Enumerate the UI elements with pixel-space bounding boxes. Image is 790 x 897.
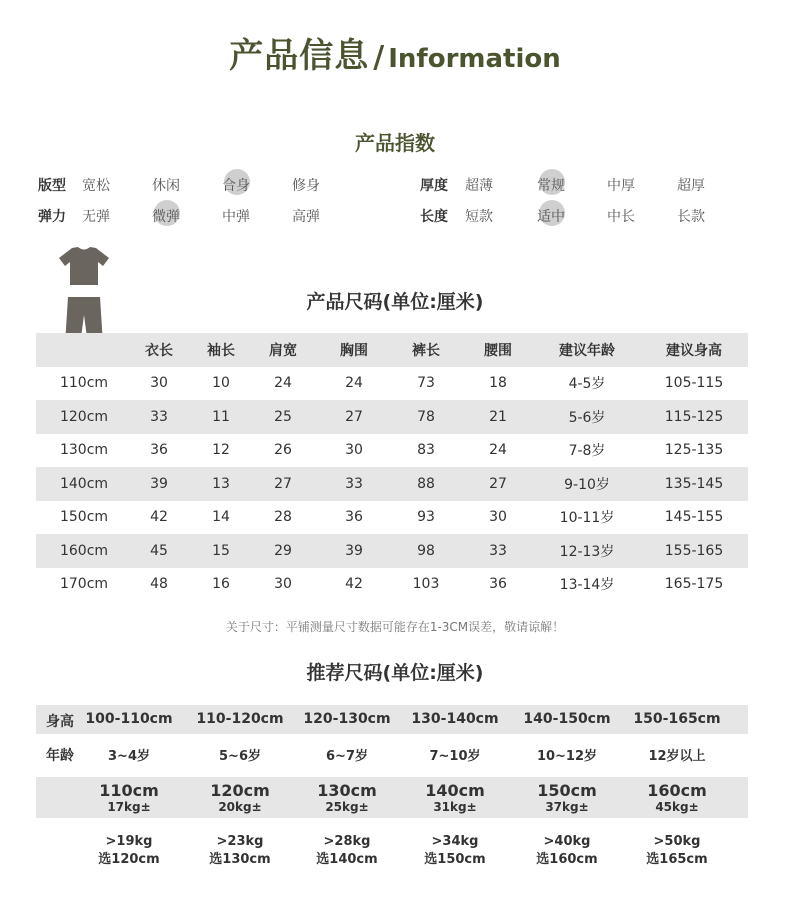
upgrade-weight-cell: >40kg [543, 834, 591, 849]
size-cell: 140cm [425, 781, 485, 800]
height-range-cell: 100-110cm [85, 711, 173, 727]
size-cell: 21 [489, 408, 507, 425]
size-chart-title: 产品尺码(单位:厘米) [306, 291, 484, 313]
height-range-cell: 110-120cm [196, 711, 284, 727]
upgrade-pick-cell: 选120cm [98, 852, 160, 867]
size-cell: 155-165 [664, 542, 724, 559]
weight-cell: 37kg± [545, 800, 589, 814]
recommend-title: 推荐尺码(单位:厘米) [306, 662, 484, 684]
weight-cell: 17kg± [107, 800, 151, 814]
index-option: 高弹 [292, 209, 320, 225]
size-header-cell: 袖长 [207, 342, 235, 359]
header-title-cn: 产品信息 [229, 36, 370, 76]
size-cell: 10 [212, 375, 230, 392]
size-header-cell: 裤长 [412, 342, 440, 359]
size-cell: 27 [345, 408, 363, 425]
size-header-row [36, 333, 748, 367]
size-cell: 160cm [647, 781, 707, 800]
upgrade-weight-cell: >28kg [323, 834, 371, 849]
size-cell: 4-5岁 [568, 376, 606, 393]
size-cell: 30 [150, 375, 168, 392]
index-option: 短款 [465, 209, 493, 225]
age-cell: 5~6岁 [219, 749, 261, 764]
index-option: 中厚 [607, 178, 635, 194]
index-option-selected: 微弹 [152, 206, 180, 226]
size-cell: 24 [345, 375, 363, 392]
upgrade-pick-cell: 选165cm [646, 852, 708, 867]
size-cell: 26 [274, 442, 292, 459]
size-cell: 120cm [210, 781, 270, 800]
index-option-selected: 常规 [537, 175, 565, 195]
index-option: 长款 [677, 209, 705, 225]
upgrade-pick-cell: 选130cm [209, 852, 271, 867]
size-cell: 125-135 [664, 442, 724, 459]
age-cell: 7~10岁 [429, 749, 481, 764]
size-cell: 42 [345, 576, 363, 593]
size-cell: 11 [212, 408, 230, 425]
weight-cell: 25kg± [325, 800, 369, 814]
header-title-en: Information [388, 44, 561, 74]
size-cell: 13 [212, 475, 230, 492]
weight-cell: 45kg± [655, 800, 699, 814]
size-cell: 98 [417, 542, 435, 559]
size-cell: 103 [412, 576, 440, 593]
index-option: 超厚 [677, 178, 705, 194]
size-cell: 39 [345, 542, 363, 559]
weight-cell: 31kg± [433, 800, 477, 814]
size-header-cell [44, 333, 124, 367]
upgrade-pick-cell: 选150cm [424, 852, 486, 867]
size-cell: 48 [150, 576, 168, 593]
size-cell: 170cm [59, 576, 109, 593]
index-label: 版型 [38, 178, 66, 194]
size-cell: 105-115 [664, 375, 724, 392]
size-cell: 33 [345, 475, 363, 492]
size-row [36, 467, 748, 501]
size-cell: 9-10岁 [564, 476, 610, 493]
age-cell: 12岁以上 [648, 749, 706, 764]
size-cell: 165-175 [664, 576, 724, 593]
size-cell: 25 [274, 408, 292, 425]
size-cell: 140cm [59, 475, 109, 492]
index-option: 中弹 [222, 209, 250, 225]
size-row [36, 434, 748, 468]
size-cell: 10-11岁 [559, 510, 615, 527]
size-cell: 83 [417, 442, 435, 459]
size-cell: 24 [489, 442, 507, 459]
size-cell: 12 [212, 442, 230, 459]
height-label: 身高 [46, 714, 74, 730]
size-header-cell: 建议身高 [666, 342, 722, 359]
size-cell: 130cm [317, 781, 377, 800]
size-cell: 33 [150, 408, 168, 425]
size-cell: 5-6岁 [568, 409, 606, 426]
age-cell: 10~12岁 [536, 749, 598, 764]
size-cell: 160cm [59, 542, 109, 559]
index-option: 超薄 [465, 178, 493, 194]
size-cell: 36 [150, 442, 168, 459]
header-separator: / [373, 40, 385, 75]
upgrade-pick-cell: 选140cm [316, 852, 378, 867]
index-option: 休闲 [152, 178, 180, 194]
size-cell: 130cm [59, 442, 109, 459]
size-cell: 120cm [59, 408, 109, 425]
size-cell: 42 [150, 509, 168, 526]
size-cell: 24 [274, 375, 292, 392]
size-cell: 16 [212, 576, 230, 593]
height-range-cell: 120-130cm [303, 711, 391, 727]
size-cell: 27 [489, 475, 507, 492]
index-label: 厚度 [420, 178, 448, 194]
height-range-cell: 140-150cm [523, 711, 611, 727]
size-cell: 15 [212, 542, 230, 559]
size-chart-table [36, 333, 748, 601]
upgrade-pick-cell: 选160cm [536, 852, 598, 867]
size-row [36, 568, 748, 602]
index-option: 无弹 [82, 209, 110, 225]
size-cell: 30 [489, 509, 507, 526]
size-cell: 7-8岁 [568, 443, 606, 460]
size-cell: 36 [489, 576, 507, 593]
size-cell: 36 [345, 509, 363, 526]
size-header-cell: 建议年龄 [559, 342, 615, 359]
size-row [36, 534, 748, 568]
size-cell: 150cm [59, 509, 109, 526]
upgrade-weight-cell: >23kg [216, 834, 264, 849]
size-cell: 45 [150, 542, 168, 559]
size-cell: 14 [212, 509, 230, 526]
size-cell: 145-155 [664, 509, 724, 526]
size-cell: 39 [150, 475, 168, 492]
size-note: 关于尺寸：平铺测量尺寸数据可能存在1-3CM误差，敬请谅解！ [225, 620, 565, 634]
index-option: 修身 [292, 178, 320, 194]
index-title: 产品指数 [355, 131, 435, 155]
size-row [36, 367, 748, 401]
size-cell: 115-125 [664, 408, 724, 425]
size-row [36, 501, 748, 535]
size-header-cell: 衣长 [145, 342, 173, 359]
size-header-cell: 腰围 [484, 342, 512, 359]
size-cell: 88 [417, 475, 435, 492]
height-range-cell: 130-140cm [411, 711, 499, 727]
size-cell: 135-145 [664, 475, 724, 492]
size-cell: 30 [345, 442, 363, 459]
index-option: 宽松 [82, 178, 110, 194]
size-cell: 18 [489, 375, 507, 392]
size-cell: 13-14岁 [559, 577, 615, 594]
height-range-cell: 150-165cm [633, 711, 721, 727]
size-header-cell: 肩宽 [269, 342, 297, 359]
size-cell: 33 [489, 542, 507, 559]
size-cell: 30 [274, 576, 292, 593]
size-cell: 93 [417, 509, 435, 526]
size-cell: 73 [417, 375, 435, 392]
size-cell: 28 [274, 509, 292, 526]
upgrade-weight-cell: >50kg [653, 834, 701, 849]
index-label: 长度 [420, 209, 448, 225]
index-label: 弹力 [38, 209, 66, 225]
index-option: 中长 [607, 209, 635, 225]
index-option-selected: 合身 [222, 175, 250, 195]
size-cell: 150cm [537, 781, 597, 800]
age-label: 年龄 [46, 748, 74, 764]
size-cell: 110cm [99, 781, 159, 800]
size-cell: 110cm [59, 375, 109, 392]
size-cell: 29 [274, 542, 292, 559]
age-cell: 3~4岁 [108, 749, 150, 764]
size-row [36, 400, 748, 434]
size-cell: 78 [417, 408, 435, 425]
tshirt-icon [58, 246, 110, 286]
upgrade-weight-cell: >19kg [105, 834, 153, 849]
weight-cell: 20kg± [218, 800, 262, 814]
size-header-cell: 胸围 [340, 342, 368, 359]
page-header [0, 28, 790, 77]
index-option-selected: 适中 [537, 206, 565, 226]
age-cell: 6~7岁 [326, 749, 368, 764]
size-cell: 27 [274, 475, 292, 492]
size-cell: 12-13岁 [559, 543, 615, 560]
upgrade-weight-cell: >34kg [431, 834, 479, 849]
